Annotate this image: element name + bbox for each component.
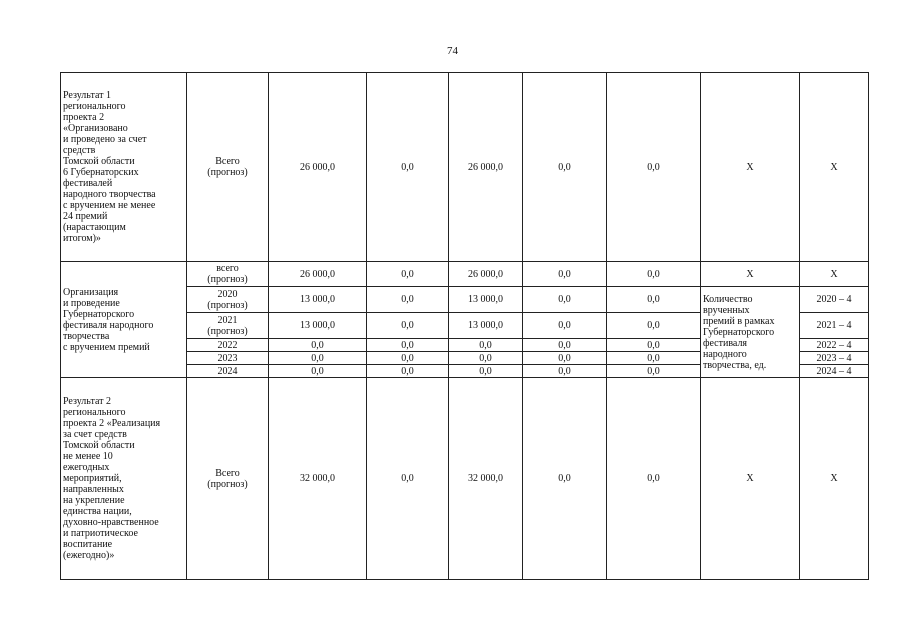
year-total: 0,0 [269, 365, 367, 378]
year-period: 2021 (прогноз) [187, 313, 269, 339]
year-federal: 0,0 [367, 313, 449, 339]
year-period: 2024 [187, 365, 269, 378]
result-2-description: Результат 2 регионального проекта 2 «Реализация за счет средств Томской области не менее 10 ежегодных мероприятий, направленных на укрепление единства нации, духовно-нравственное и патриотическое воспитание (ежегодно)» [61, 378, 187, 580]
year-period: 2023 [187, 352, 269, 365]
result-2-value: Х [800, 378, 869, 580]
year-other: 0,0 [607, 287, 701, 313]
event-total-federal: 0,0 [367, 262, 449, 287]
year-local: 0,0 [523, 365, 607, 378]
result-1-total: 26 000,0 [269, 73, 367, 262]
year-federal: 0,0 [367, 287, 449, 313]
year-value: 2024 – 4 [800, 365, 869, 378]
year-period: 2020 (прогноз) [187, 287, 269, 313]
event-total-local: 0,0 [523, 262, 607, 287]
result-2-other: 0,0 [607, 378, 701, 580]
year-regional: 0,0 [449, 339, 523, 352]
year-value: 2023 – 4 [800, 352, 869, 365]
event-total-period: всего (прогноз) [187, 262, 269, 287]
table-row-result-1 [61, 73, 869, 262]
result-2-indicator: Х [701, 378, 800, 580]
year-other: 0,0 [607, 313, 701, 339]
year-local: 0,0 [523, 287, 607, 313]
table-row-event-total [61, 262, 869, 287]
event-total-indicator: Х [701, 262, 800, 287]
result-1-regional: 26 000,0 [449, 73, 523, 262]
year-federal: 0,0 [367, 352, 449, 365]
year-regional: 0,0 [449, 365, 523, 378]
page-number: 74 [447, 45, 458, 57]
year-value: 2021 – 4 [800, 313, 869, 339]
event-total-other: 0,0 [607, 262, 701, 287]
result-1-federal: 0,0 [367, 73, 449, 262]
year-total: 13 000,0 [269, 287, 367, 313]
result-1-local: 0,0 [523, 73, 607, 262]
result-1-period: Всего (прогноз) [187, 73, 269, 262]
result-1-other: 0,0 [607, 73, 701, 262]
result-1-description: Результат 1 регионального проекта 2 «Организовано и проведено за счет средств Томской области 6 Губернаторских фестивалей народного творчества с вручением не менее 24 премий (нарастающим итогом)» [61, 73, 187, 262]
year-federal: 0,0 [367, 339, 449, 352]
event-total-value: Х [800, 262, 869, 287]
result-2-period: Всего (прогноз) [187, 378, 269, 580]
year-other: 0,0 [607, 339, 701, 352]
year-total: 13 000,0 [269, 313, 367, 339]
year-value: 2020 – 4 [800, 287, 869, 313]
result-2-local: 0,0 [523, 378, 607, 580]
year-value: 2022 – 4 [800, 339, 869, 352]
year-regional: 0,0 [449, 352, 523, 365]
event-total-total: 26 000,0 [269, 262, 367, 287]
year-federal: 0,0 [367, 365, 449, 378]
year-other: 0,0 [607, 352, 701, 365]
event-indicator: Количество врученных премий в рамках Губернаторского фестиваля народного творчества, ед. [701, 287, 800, 378]
year-other: 0,0 [607, 365, 701, 378]
year-total: 0,0 [269, 352, 367, 365]
result-1-value: Х [800, 73, 869, 262]
year-regional: 13 000,0 [449, 313, 523, 339]
year-period: 2022 [187, 339, 269, 352]
result-1-indicator: Х [701, 73, 800, 262]
event-total-regional: 26 000,0 [449, 262, 523, 287]
result-2-regional: 32 000,0 [449, 378, 523, 580]
year-total: 0,0 [269, 339, 367, 352]
result-2-federal: 0,0 [367, 378, 449, 580]
event-description: Организация и проведение Губернаторского фестиваля народного творчества с вручением премий [61, 262, 187, 378]
table-row-result-2 [61, 378, 869, 580]
year-local: 0,0 [523, 352, 607, 365]
result-2-total: 32 000,0 [269, 378, 367, 580]
year-local: 0,0 [523, 339, 607, 352]
budget-table [60, 72, 869, 580]
year-regional: 13 000,0 [449, 287, 523, 313]
year-local: 0,0 [523, 313, 607, 339]
